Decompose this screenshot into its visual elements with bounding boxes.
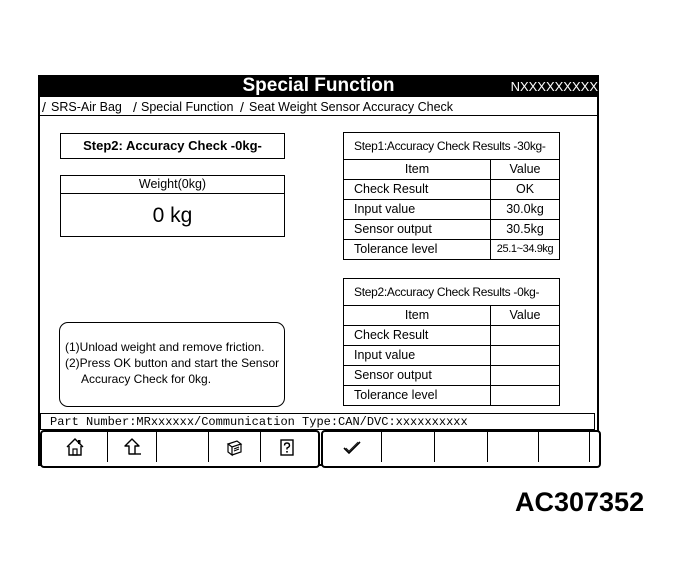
figure-code: AC307352 <box>515 487 645 517</box>
step-header: Step2: Accuracy Check -0kg- <box>60 133 285 159</box>
table-row <box>344 180 560 200</box>
window-title: Special Function <box>242 75 395 96</box>
weight-value: 0 kg <box>152 204 193 227</box>
help-icon <box>276 436 298 458</box>
blank-function-key[interactable] <box>487 432 539 462</box>
step1-results-table <box>343 132 560 260</box>
row-item: Check Result <box>344 180 491 200</box>
instruction-line: (1)Unload weight and remove friction. <box>65 340 265 354</box>
home-button[interactable] <box>42 432 108 462</box>
column-header-value: Value <box>491 160 560 180</box>
row-item: Input value <box>344 346 491 366</box>
blank-function-key[interactable] <box>156 432 209 462</box>
breadcrumb-item-special-function[interactable]: Special Function <box>141 100 234 114</box>
row-value <box>491 326 560 346</box>
breadcrumb-item-srs-air-bag[interactable]: SRS-Air Bag <box>51 100 122 114</box>
column-header-value: Value <box>491 306 560 326</box>
row-value: OK <box>491 180 560 200</box>
row-value: 30.0kg <box>491 200 560 220</box>
blank-function-key[interactable] <box>589 432 595 462</box>
ok-check-icon <box>341 436 363 458</box>
breadcrumb <box>40 98 597 116</box>
row-value: 30.5kg <box>491 220 560 240</box>
function-key-bar-left <box>40 430 320 468</box>
ok-button[interactable] <box>323 432 382 462</box>
back-button[interactable] <box>107 432 157 462</box>
corner-tag: NXXXXXXXXX <box>510 79 598 94</box>
function-key-bar-right <box>321 430 601 468</box>
table-row <box>344 366 560 386</box>
column-header-item: Item <box>344 306 491 326</box>
column-header-item: Item <box>344 160 491 180</box>
weight-label: Weight(0kg) <box>60 175 285 194</box>
help-button[interactable] <box>260 432 314 462</box>
breadcrumb-separator: / <box>42 99 46 115</box>
back-icon <box>121 436 143 458</box>
row-item: Tolerance level <box>344 240 491 260</box>
step2-results-table <box>343 278 560 406</box>
row-value <box>491 366 560 386</box>
instruction-line: Accuracy Check for 0kg. <box>81 372 212 386</box>
row-item: Sensor output <box>344 220 491 240</box>
breadcrumb-item-seat-weight-sensor[interactable]: Seat Weight Sensor Accuracy Check <box>249 100 454 114</box>
table-row <box>344 346 560 366</box>
table-row <box>344 200 560 220</box>
status-bar: Part Number:MRxxxxxx/Communication Type:CAN/DVC:xxxxxxxxxx <box>40 413 595 430</box>
row-item: Input value <box>344 200 491 220</box>
breadcrumb-separator: / <box>240 99 244 115</box>
breadcrumb-separator: / <box>133 99 137 115</box>
table-caption: Step2:Accuracy Check Results -0kg- <box>344 279 560 306</box>
row-value <box>491 346 560 366</box>
blank-function-key[interactable] <box>538 432 590 462</box>
print-icon <box>223 436 245 458</box>
table-row <box>344 220 560 240</box>
blank-function-key[interactable] <box>434 432 488 462</box>
row-value <box>491 386 560 406</box>
row-item: Sensor output <box>344 366 491 386</box>
row-item: Check Result <box>344 326 491 346</box>
blank-function-key[interactable] <box>381 432 435 462</box>
table-caption: Step1:Accuracy Check Results -30kg- <box>344 133 560 160</box>
instructions-panel <box>59 322 285 407</box>
row-item: Tolerance level <box>344 386 491 406</box>
table-row <box>344 386 560 406</box>
print-button[interactable] <box>208 432 261 462</box>
home-icon <box>64 436 86 458</box>
row-value: 25.1~34.9kg <box>491 240 560 260</box>
instruction-line: (2)Press OK button and start the Sensor <box>65 356 280 370</box>
table-row <box>344 240 560 260</box>
table-row <box>344 326 560 346</box>
